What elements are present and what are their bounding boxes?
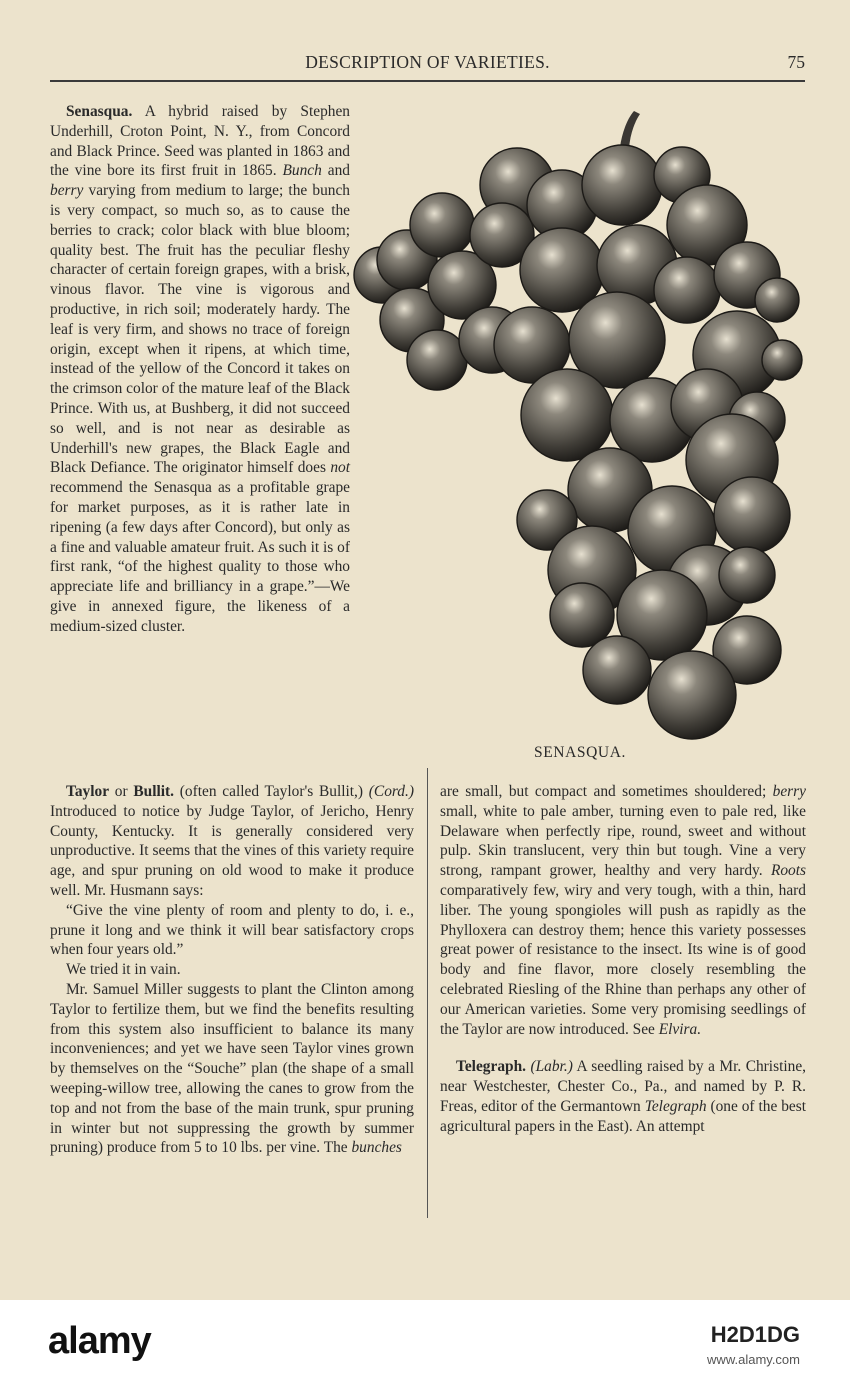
- taylor-cord: (Cord.): [368, 783, 414, 800]
- taylor-or: or: [109, 783, 134, 800]
- senasqua-text-3: varying from medium to large; the bunch is very compact, so much so, as to cause the berries to crack; color black with blue bloom; quality best. The fruit has the peculiar fleshy character of certain foreign grapes, with a brisk, vinous flavor. The vine is vigorous and productive, in rich soil; moderately hardy. The leaf is very firm, and shows no trace of foreign origin, except when it ripens, at which time, instead of the yellow of the Concord it takes on the crimson color of the mature leaf of the Black Prince. With us, at Bushberg, it did not succeed so well, and is not near as desirable as Underhill's new grapes, the Black Eagle and Black Defiance. The originator himself does: [50, 182, 350, 477]
- telegraph-entry: [440, 1057, 806, 1136]
- taylor-continuation: [440, 782, 806, 1039]
- grape-cluster-illustration: [352, 105, 807, 745]
- bullit-heading: Bullit.: [133, 783, 175, 800]
- image-id: H2D1DG: [710, 1322, 800, 1347]
- senasqua-text-2: and: [321, 162, 350, 180]
- taylor-text-1: (often called Taylor's Bullit,): [174, 783, 369, 800]
- page-header: [50, 52, 805, 82]
- taylor-text-2: Introduced to notice by Judge Taylor, of Jericho, Henry County, Kentucky. It is generally considered very unproductive. It seems that the vines of this variety require age, and spur pruning on old wood to make it produce well. Mr. Husmann says:: [50, 802, 414, 899]
- miller-text: Mr. Samuel Miller suggests to plant the Clinton among Taylor to fertilize them, but we find the benefits resulting from this system also insufficient to balance its many inconveniences; and yet we have seen Taylor vines grown by themselves on the “Souche” plan (the shape of a small weeping-willow tree, allowing the canes to grow from the top and not from the base of the main trunk, spur pruning in winter but not suppressing the growth by summer pruning) produce from 5 to 10 lbs. per vine. The: [50, 980, 414, 1157]
- taylor-cont-3: comparatively few, wiry and very tough, with a thin, hard liber. The young spongioles will push as rapidly as the Phylloxera can destroy them; hence this variety possesses great power of resistance to the insect. Its wine is of good body and fine flavor, more closely resembling the celebrated Riesling of the Rhine than perhaps any other of our American varieties. Some very promising seedlings of the Taylor are now introduced. See: [440, 881, 806, 1038]
- telegraph-heading: Telegraph.: [456, 1058, 526, 1076]
- taylor-cont-1: are small, but compact and sometimes shouldered;: [440, 783, 773, 800]
- taylor-heading: Taylor: [66, 783, 110, 800]
- senasqua-paragraph: [50, 102, 350, 637]
- miller-paragraph: [50, 980, 414, 1158]
- senasqua-not-term: not: [330, 459, 350, 477]
- elvira-reference: Elvira.: [658, 1020, 702, 1038]
- telegraph-text-3: (one of the best agricultural papers in the East). An attempt: [440, 1097, 807, 1135]
- senasqua-heading: Senasqua.: [66, 103, 133, 120]
- senasqua-entry: [50, 102, 350, 637]
- husmann-quote: “Give the vine plenty of room and plenty to do, i. e., prune it long and we think it will bear satisfactory crops when four years old.”: [50, 901, 414, 959]
- taylor-entry: [50, 782, 414, 1158]
- telegraph-paper-name: Telegraph: [644, 1097, 707, 1115]
- telegraph-labr: (Labr.): [530, 1058, 573, 1076]
- taylor-cont-2: small, white to pale amber, turning even to pale red, like Delaware when perfectly ripe, round, sweet and without pulp. Skin translucent, very thin but tough. Vine a very strong, rampant grower, healthy and very hardy.: [440, 802, 806, 880]
- running-title: DESCRIPTION OF VARIETIES.: [305, 52, 550, 72]
- right-column: [440, 782, 806, 1137]
- senasqua-text-1: A hybrid raised by Stephen Underhill, Croton Point, N. Y., from Concord and Black Prince. Seed was planted in 1863 and the vine bore its first fruit in 1865.: [50, 103, 350, 180]
- page-number: 75: [787, 52, 805, 72]
- figure-caption: SENASQUA.: [534, 744, 626, 761]
- taylor-intro: [50, 782, 414, 901]
- taylor-berry-term: berry: [772, 783, 806, 800]
- alamy-logo: alamy: [48, 1320, 151, 1362]
- telegraph-text-2: A seedling raised by a Mr. Christine, near Westchester, Chester Co., Pa., and named by P. R. Freas, editor of the Germantown: [440, 1058, 806, 1115]
- stock-footer: [0, 1300, 850, 1390]
- senasqua-text-4: recommend the Senasqua as a profitable grape for market purposes, as it is rather late in ripening (a few days after Concord), but only as a fine and valuable amateur fruit. As such it is of first rank, “of the highest quality to those who appreciate life and brilliancy in a grape.”—We give in annexed figure, the likeness of a medium-sized cluster.: [50, 479, 350, 635]
- senasqua-bunch-term: Bunch: [282, 162, 322, 180]
- senasqua-berry-term: berry: [50, 182, 84, 200]
- stock-url: www.alamy.com: [707, 1352, 800, 1367]
- column-divider: [427, 768, 428, 1218]
- taylor-bunches-term: bunches: [351, 1139, 402, 1157]
- taylor-roots-term: Roots: [770, 862, 806, 880]
- tried-in-vain: We tried it in vain.: [66, 961, 181, 979]
